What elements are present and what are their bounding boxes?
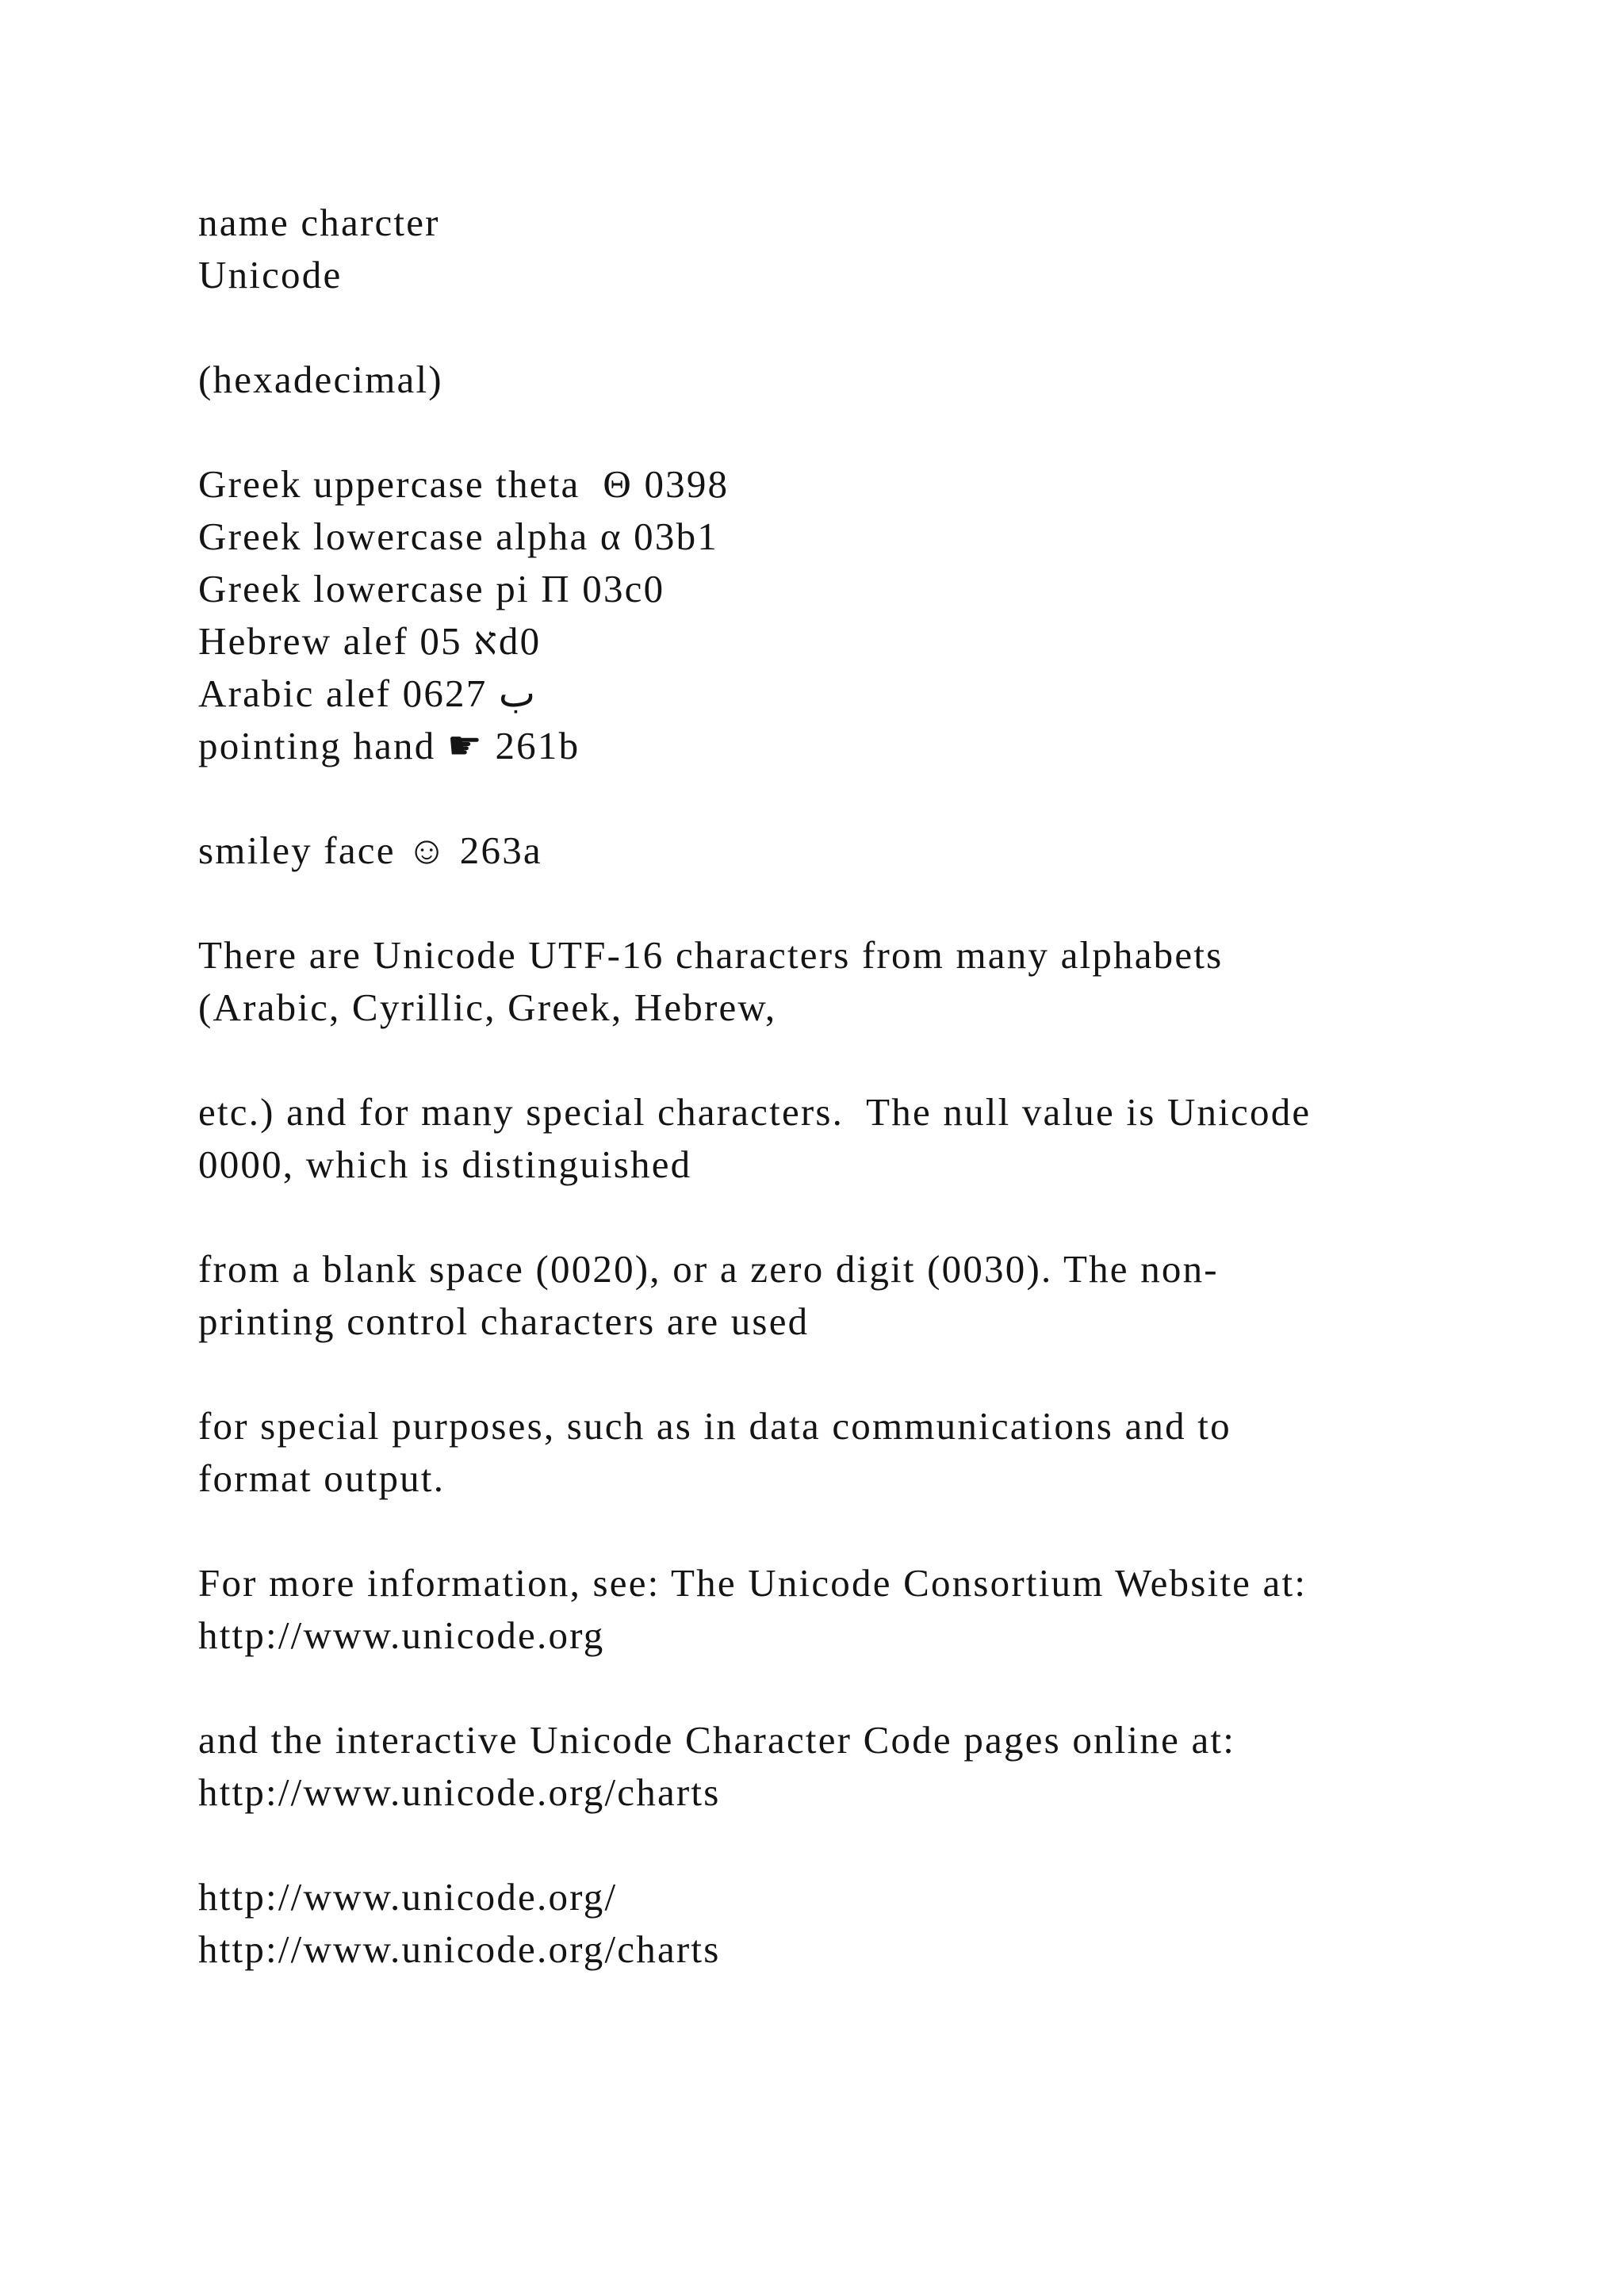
blank-line — [198, 877, 1507, 929]
link-unicode-charts: http://www.unicode.org/charts — [198, 1927, 721, 1971]
table-header-unicode: Unicode — [198, 253, 343, 297]
blank-line — [198, 1505, 1507, 1557]
paragraph-line: There are Unicode UTF-16 characters from many alphabets — [198, 933, 1224, 977]
table-row: Arabic alef 0627 ب — [198, 672, 536, 715]
paragraph-line: For more information, see: The Unicode Consortium Website at: — [198, 1561, 1308, 1605]
paragraph-line: http://www.unicode.org — [198, 1613, 605, 1657]
paragraph-line: etc.) and for many special characters. The null value is Unicode — [198, 1090, 1312, 1134]
paragraph-line: and the interactive Unicode Character Code pages online at: — [198, 1718, 1236, 1762]
blank-line — [198, 772, 1507, 825]
paragraph-line: http://www.unicode.org/charts — [198, 1770, 721, 1814]
blank-line — [198, 1191, 1507, 1243]
blank-line — [198, 301, 1507, 354]
table-row: pointing hand ☛ 261b — [198, 724, 580, 767]
table-header-hexadecimal: (hexadecimal) — [198, 358, 443, 401]
table-header-name-character: name charcter — [198, 201, 440, 244]
table-row: Hebrew alef 05 אd0 — [198, 619, 542, 663]
blank-line — [198, 1819, 1507, 1871]
table-row: Greek lowercase alpha α 03b1 — [198, 515, 718, 558]
table-row: Greek uppercase theta Θ 0398 — [198, 462, 730, 506]
paragraph-line: format output. — [198, 1456, 446, 1500]
document-body — [198, 197, 1507, 1976]
paragraph-line: (Arabic, Cyrillic, Greek, Hebrew, — [198, 985, 777, 1029]
blank-line — [198, 1662, 1507, 1714]
blank-line — [198, 406, 1507, 458]
blank-line — [198, 1348, 1507, 1400]
paragraph-line: from a blank space (0020), or a zero digit (0030). The non- — [198, 1247, 1219, 1291]
table-row: smiley face ☺ 263a — [198, 828, 542, 872]
blank-line — [198, 1034, 1507, 1086]
link-unicode-home: http://www.unicode.org/ — [198, 1875, 618, 1919]
table-row: Greek lowercase pi Π 03c0 — [198, 567, 665, 610]
paragraph-line: 0000, which is distinguished — [198, 1142, 692, 1186]
paragraph-line: for special purposes, such as in data communications and to — [198, 1404, 1231, 1448]
paragraph-line: printing control characters are used — [198, 1299, 810, 1343]
